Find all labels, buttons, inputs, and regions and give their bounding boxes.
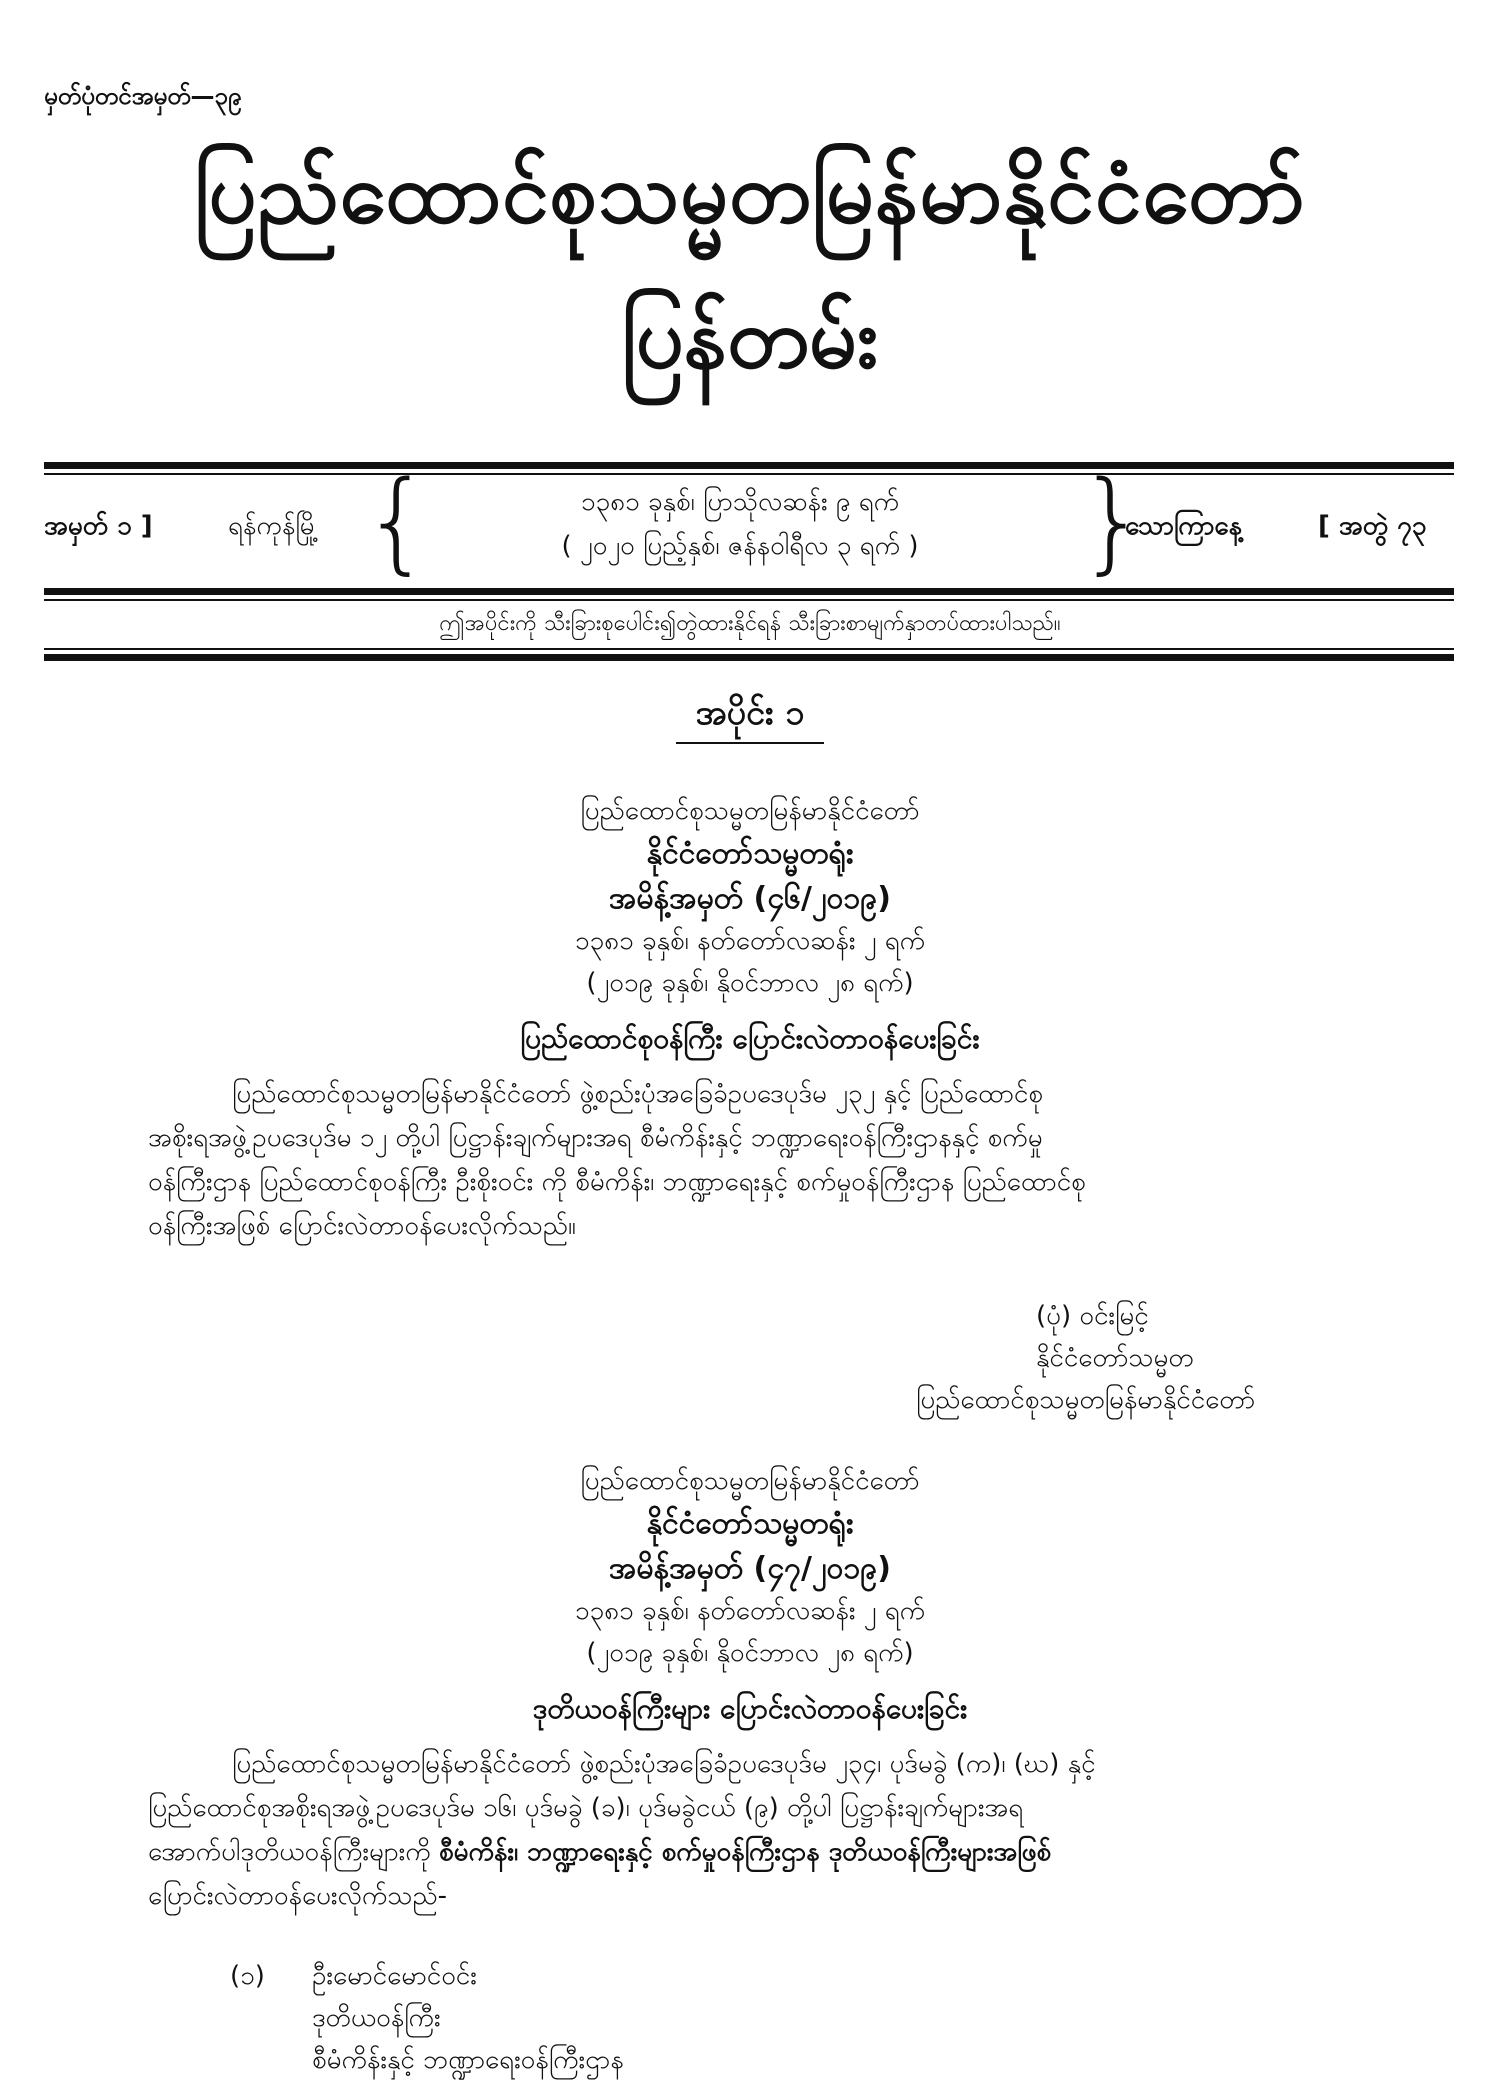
- order1-date-gregorian: (၂၀၁၉ ခုနှစ်၊ နိုဝင်ဘာလ ၂၈ ရက်): [586, 968, 914, 998]
- order1-heading: ပြည်ထောင်စုဝန်ကြီး ပြောင်းလဲတာဝန်ပေးခြင်း: [520, 1022, 980, 1055]
- order1-order-number: အမိန့်အမှတ် (၄၆/၂၀၁၉): [608, 881, 892, 916]
- left-brace: {: [362, 457, 432, 585]
- part-label: အပိုင်း ၁: [695, 693, 805, 733]
- order2-body-line: ပြောင်းလဲတာဝန်ပေးလိုက်သည်-: [148, 1881, 447, 1911]
- order1-body-line: အစိုးရအဖွဲ့ဥပဒေပုဒ်မ ၁၂ တို့ပါ ပြဋ္ဌာန်းချက်များအရ စီမံကိန်းနှင့် ဘဏ္ဍာရေးဝန်ကြီးဌာနနှင့် စက်မှု: [148, 1123, 1043, 1153]
- order1-office: နိုင်ငံတော်သမ္မတရုံး: [646, 836, 854, 871]
- order2-body-line: [148, 1830, 1358, 1874]
- order2-body-line: ပြည်ထောင်စုသမ္မတမြန်မာနိုင်ငံတော် ဖွဲ့စည်းပုံအခြေခံဥပဒေပုဒ်မ ၂၃၄၊ ပုဒ်မခွဲ (က)၊ (ဃ) နှင့်: [232, 1749, 1096, 1779]
- weekday: သောကြာနေ့: [1125, 511, 1242, 541]
- header-rule-bottom-thin: [44, 648, 1454, 650]
- list-item-name: ဦးမောင်မောင်ဝင်း: [312, 1961, 477, 1991]
- order2-date-gregorian: (၂၀၁၉ ခုနှစ်၊ နိုဝင်ဘာလ ၂၈ ရက်): [586, 1638, 914, 1668]
- header-rule-top-thick: [44, 462, 1454, 469]
- list-item-position: ဒုတိယဝန်ကြီး: [312, 2003, 441, 2033]
- order1-body-line: ပြည်ထောင်စုသမ္မတမြန်မာနိုင်ငံတော် ဖွဲ့စည်းပုံအခြေခံဥပဒေပုဒ်မ ၂၃၂ နှင့် ပြည်ထောင်စု: [232, 1079, 1043, 1109]
- issue-date-myanmar: ၁၃၈၁ ခုနှစ်၊ ပြာသိုလဆန်း ၉ ရက်: [580, 487, 900, 517]
- order2-country: ပြည်ထောင်စုသမ္မတမြန်မာနိုင်ငံတော်: [580, 1466, 920, 1496]
- order2-body: [148, 1742, 1358, 1918]
- order1-date-myanmar: ၁၃၈၁ ခုနှစ်၊ နတ်တော်လဆန်း ၂ ရက်: [574, 926, 926, 956]
- city-name: ရန်ကုန်မြို့: [228, 511, 319, 541]
- order1-signed-by: (ပုံ) ဝင်းမြင့်: [1036, 1301, 1149, 1331]
- order2-date-myanmar: ၁၃၈၁ ခုနှစ်၊ နတ်တော်လဆန်း ၂ ရက်: [574, 1596, 926, 1626]
- order1-body-line: ဝန်ကြီးဌာန ပြည်ထောင်စုဝန်ကြီး ဦးစိုးဝင်း ကို စီမံကိန်း၊ ဘဏ္ဍာရေးနှင့် စက်မှုဝန်ကြီးဌာန ပြည်ထောင်စု: [148, 1167, 1086, 1197]
- registration-number: မှတ်ပုံတင်အမှတ်—၃၉: [44, 82, 242, 110]
- list-item-ministry: စီမံကိန်းနှင့် ဘဏ္ဍာရေးဝန်ကြီးဌာန: [312, 2045, 624, 2075]
- order1-body: [148, 1072, 1358, 1248]
- right-brace: }: [1078, 457, 1148, 585]
- order1-body-line: ဝန်ကြီးအဖြစ် ပြောင်းလဲတာဝန်ပေးလိုက်သည်။: [148, 1211, 576, 1241]
- part-underline: [676, 742, 824, 744]
- volume-number: [ အတွဲ ၇၃: [1318, 511, 1427, 541]
- header-rule-mid-thick: [44, 588, 1454, 595]
- list-item-number: (၁): [230, 1961, 265, 1991]
- order2-order-number: အမိန့်အမှတ် (၄၇/၂၀၁၉): [608, 1551, 892, 1586]
- header-rule-bottom-thick: [44, 654, 1454, 661]
- order2-body-text: အောက်ပါဒုတိယဝန်ကြီးများကို: [148, 1837, 439, 1867]
- order2-heading: ဒုတိယဝန်ကြီးများ ပြောင်းလဲတာဝန်ပေးခြင်း: [532, 1692, 968, 1725]
- order1-signer-country: ပြည်ထောင်စုသမ္မတမြန်မာနိုင်ငံတော်: [916, 1385, 1256, 1415]
- gazette-subtitle: ပြန်တမ်း: [621, 289, 879, 387]
- header-rule-mid-thin: [44, 599, 1454, 601]
- binding-notice: ဤအပိုင်းကို သီးခြားစုပေါင်း၍တွဲထားနိုင်ရန် သီးခြားစာမျက်နှာတပ်ထားပါသည်။: [439, 611, 1061, 636]
- order2-body-bold-text: စီမံကိန်း၊ ဘဏ္ဍာရေးနှင့် စက်မှုဝန်ကြီးဌာန ဒုတိယဝန်ကြီးများအဖြစ်: [438, 1837, 1052, 1867]
- order1-country: ပြည်ထောင်စုသမ္မတမြန်မာနိုင်ငံတော်: [580, 796, 920, 826]
- order1-signer-title: နိုင်ငံတော်သမ္မတ: [1036, 1343, 1194, 1373]
- issue-date-gregorian: ( ၂၀၂၀ ပြည့်နှစ်၊ ဇန်နဝါရီလ ၃ ရက် ): [561, 531, 919, 561]
- order2-body-line: ပြည်ထောင်စုအစိုးရအဖွဲ့ဥပဒေပုဒ်မ ၁၆၊ ပုဒ်မခွဲ (ခ)၊ ပုဒ်မခွဲငယ် (၉) တို့ပါ ပြဋ္ဌာန်းချက်များအရ: [148, 1793, 1024, 1823]
- issue-number: အမှတ် ၁ ]: [44, 511, 153, 541]
- gazette-title: ပြည်ထောင်စုသမ္မတမြန်မာနိုင်ငံတော်: [194, 144, 1306, 242]
- header-rule-top-thin: [44, 473, 1454, 475]
- order2-office: နိုင်ငံတော်သမ္မတရုံး: [646, 1506, 854, 1541]
